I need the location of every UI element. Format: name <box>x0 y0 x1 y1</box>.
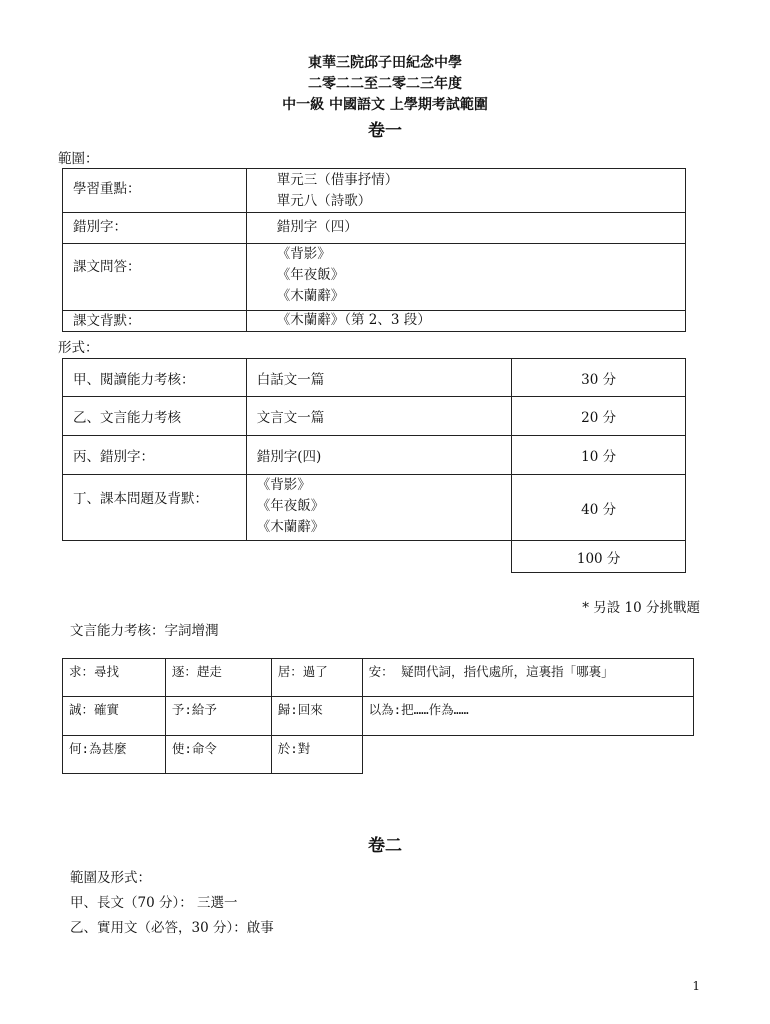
paper2-item: 甲、長文（70 分）： 三選一 <box>70 895 238 911</box>
format-marks: 40 分 <box>512 475 686 541</box>
scope-content <box>246 244 685 311</box>
format-part: 丁、課本問題及背默： <box>63 475 247 541</box>
paper2-item: 乙、實用文（必答，30 分）：啟事 <box>70 920 274 936</box>
vocab-cell: 安： 疑問代詞，指代處所，這裏指「哪裏」 <box>362 659 693 697</box>
scope-item: 錯別字： <box>63 213 247 244</box>
vocab-cell: 使:命令 <box>165 736 271 774</box>
paper2-title: 卷二 <box>368 836 402 856</box>
vocab-cell: 求：尋找 <box>63 659 166 697</box>
scope-item: 課文背默： <box>63 311 247 332</box>
empty-cell <box>246 541 512 573</box>
format-content: 錯別字(四) <box>246 436 512 475</box>
scope-line: 《背影》 <box>276 246 331 262</box>
format-line: 《木蘭辭》 <box>256 519 325 535</box>
scope-line: 錯別字（四） <box>276 219 358 235</box>
vocab-cell: 歸:回來 <box>271 697 362 736</box>
scope-content <box>246 169 685 213</box>
scope-line: 《木蘭辭》（第 2、3 段） <box>276 312 431 328</box>
vocab-cell: 予:給予 <box>165 697 271 736</box>
format-line: 《年夜飯》 <box>256 498 325 514</box>
scope-item: 課文問答： <box>63 244 247 311</box>
table-row <box>63 213 686 244</box>
table-row <box>63 697 694 736</box>
table-row <box>63 475 686 541</box>
scope-table <box>62 168 686 332</box>
table-row <box>63 169 686 213</box>
empty-cell <box>63 541 247 573</box>
format-total: 100 分 <box>512 541 686 573</box>
table-row <box>63 659 694 697</box>
vocab-cell: 何:為甚麼 <box>63 736 166 774</box>
format-marks: 30 分 <box>512 359 686 397</box>
scope-content <box>246 213 685 244</box>
format-line: 《背影》 <box>256 477 311 493</box>
vocab-cell: 於:對 <box>271 736 362 774</box>
table-row <box>63 311 686 332</box>
format-marks: 10 分 <box>512 436 686 475</box>
exam-title: 中一級 中國語文 上學期考試範圍 <box>282 97 488 113</box>
vocab-cell: 以為:把……作為…… <box>362 697 693 736</box>
scope-item: 學習重點： <box>63 169 247 213</box>
scope-line: 《木蘭辭》 <box>276 288 345 304</box>
scope-content <box>246 311 685 332</box>
school-name: 東華三院邱子田紀念中學 <box>308 55 462 71</box>
format-part: 甲、閱讀能力考核： <box>63 359 247 397</box>
scope-line: 單元八（詩歌） <box>276 193 372 209</box>
format-table <box>62 358 686 573</box>
page-number: 1 <box>692 979 700 993</box>
table-row <box>63 359 686 397</box>
table-row <box>63 541 686 573</box>
format-part: 丙、錯別字： <box>63 436 247 475</box>
vocab-cell: 誠：確實 <box>63 697 166 736</box>
classical-label: 文言能力考核：字詞增潤 <box>70 623 219 639</box>
scope-line: 單元三（借事抒情） <box>276 172 399 188</box>
format-content: 白話文一篇 <box>246 359 512 397</box>
format-part: 乙、文言能力考核 <box>63 397 247 436</box>
empty-cell <box>362 736 693 774</box>
format-marks: 20 分 <box>512 397 686 436</box>
table-row <box>63 244 686 311</box>
vocab-cell: 居：過了 <box>271 659 362 697</box>
challenge-note: * 另設 10 分挑戰題 <box>582 600 700 616</box>
school-year: 二零二二至二零二三年度 <box>308 76 462 92</box>
scope-line: 《年夜飯》 <box>276 267 345 283</box>
vocab-table <box>62 658 694 774</box>
paper2-label: 範圍及形式： <box>70 870 151 886</box>
table-row <box>63 436 686 475</box>
table-row <box>63 397 686 436</box>
vocab-cell: 逐：趕走 <box>165 659 271 697</box>
format-content <box>246 475 512 541</box>
format-label: 形式： <box>58 340 99 356</box>
scope-label: 範圍： <box>58 151 99 167</box>
format-content: 文言文一篇 <box>246 397 512 436</box>
table-row <box>63 736 694 774</box>
paper1-title: 卷一 <box>368 121 402 141</box>
